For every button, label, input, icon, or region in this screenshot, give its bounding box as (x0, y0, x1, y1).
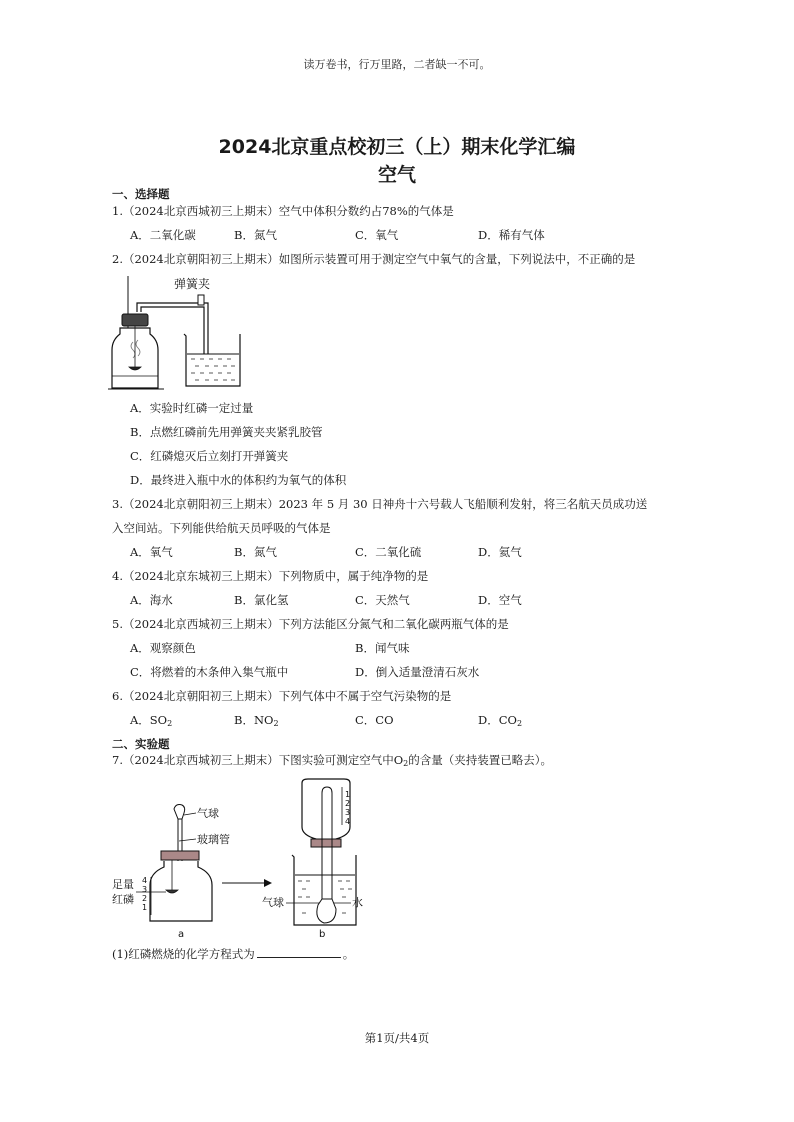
question-5-option-a: A．观察颜色 (130, 641, 196, 655)
question-1-option-a: A．二氧化碳 (130, 228, 196, 242)
question-2-option-b: B．点燃红磷前先用弹簧夹夹紧乳胶管 (130, 425, 323, 439)
fig-a-glass-tube-label: 玻璃管 (197, 833, 230, 846)
question-3-option-d: D．氦气 (478, 545, 522, 559)
question-6-option-a: A．$SO_2$ (130, 713, 173, 728)
fig-a-scale-2: 2 (142, 894, 148, 903)
question-3-option-b: B．氮气 (234, 545, 277, 559)
page-subtitle: 空气 (377, 164, 416, 186)
question-3-stem-line-2: 入空间站。下列能供给航天员呼吸的气体是 (112, 521, 331, 535)
question-1-option-d: D．稀有气体 (478, 228, 545, 242)
question-2-clamp-label: 弹簧夹 (174, 277, 211, 291)
stopper-icon (122, 314, 148, 326)
question-7-apparatus-figure (106, 775, 386, 943)
stopper-a-icon (161, 851, 199, 860)
bottle-a-icon (150, 861, 212, 921)
balloon-icon (174, 805, 185, 820)
spring-clamp-icon (198, 295, 204, 305)
fig-a-balloon-label: 气球 (197, 807, 219, 820)
fig-a-scale-1: 1 (142, 903, 148, 912)
question-5-option-c: C．将燃着的木条伸入集气瓶中 (130, 665, 289, 679)
section-heading-choice: 一、选择题 (112, 187, 170, 201)
fig-b-caption: b (319, 929, 326, 940)
question-5-option-d: D．倒入适量澄清石灰水 (355, 665, 480, 679)
fig-b-scale-2: 2 (345, 799, 351, 808)
fig-a-scale-4: 4 (142, 876, 148, 885)
fig-b-scale-1: 1 (345, 790, 351, 799)
stopper-b-icon (311, 839, 341, 847)
question-7-stem: 7.（2024北京西城初三上期末）下图实验可测定空气中$O_2$的含量（夹持装置已略去）。 (112, 753, 553, 768)
fig-b-scale-3: 3 (345, 808, 351, 817)
fig-b-balloon-label: 气球 (262, 896, 284, 909)
question-4-stem: 4.（2024北京东城初三上期末）下列物质中，属于纯净物的是 (112, 569, 429, 583)
fig-a-enough-label: 足量 (112, 878, 134, 891)
fig-b-water-label: 水 (352, 896, 363, 909)
question-4-option-b: B．氯化氢 (234, 593, 289, 607)
question-7-sub-1: (1)红磷燃烧的化学方程式为 。 (112, 947, 355, 961)
page-title: 2024北京重点校初三（上）期末化学汇编 (218, 136, 576, 158)
question-6-option-d: D．$CO_2$ (478, 713, 523, 728)
question-2-option-a: A．实验时红磷一定过量 (130, 401, 254, 415)
question-6-option-b: B．$NO_2$ (234, 713, 279, 728)
fig-a-red-phosphorus-label: 红磷 (112, 893, 134, 906)
question-3-option-c: C．二氧化硫 (355, 545, 422, 559)
header-motto: 读万卷书，行万里路，二者缺一不可。 (303, 58, 491, 71)
question-6-stem: 6.（2024北京朝阳初三上期末）下列气体中不属于空气污染物的是 (112, 689, 452, 703)
answer-blank[interactable] (257, 946, 341, 958)
question-3-option-a: A．氧气 (130, 545, 173, 559)
question-2-option-d: D．最终进入瓶中水的体积约为氧气的体积 (130, 473, 347, 487)
question-4-option-a: A．海水 (130, 593, 173, 607)
section-heading-experiment: 二、实验题 (112, 737, 170, 751)
fig-b-scale-4: 4 (345, 817, 351, 826)
question-2-apparatus-figure (108, 270, 248, 395)
page-footer: 第1页/共4页 (364, 1031, 430, 1045)
question-5-option-b: B．闻气味 (355, 641, 410, 655)
question-4-option-c: C．天然气 (355, 593, 410, 607)
fig-a-scale-3: 3 (142, 885, 148, 894)
bottle-b-icon (302, 779, 350, 845)
question-2-stem: 2.（2024北京朝阳初三上期末）如图所示装置可用于测定空气中氧气的含量，下列说法中，不正确的是 (112, 252, 636, 266)
question-6-option-c: C．CO (355, 713, 394, 727)
question-1-option-c: C．氧气 (355, 228, 399, 242)
fig-a-caption: a (178, 929, 185, 940)
question-1-stem: 1.（2024北京西城初三上期末）空气中体积分数约占78%的气体是 (112, 204, 454, 218)
question-5-stem: 5.（2024北京西城初三上期末）下列方法能区分氮气和二氧化碳两瓶气体的是 (112, 617, 509, 631)
question-4-option-d: D．空气 (478, 593, 522, 607)
question-3-stem-line-1: 3.（2024北京朝阳初三上期末）2023 年 5 月 30 日神舟十六号载人飞船顺利发射，将三名航天员成功送 (112, 497, 648, 511)
question-1-option-b: B．氮气 (234, 228, 277, 242)
question-2-option-c: C．红磷熄灭后立刻打开弹簧夹 (130, 449, 289, 463)
